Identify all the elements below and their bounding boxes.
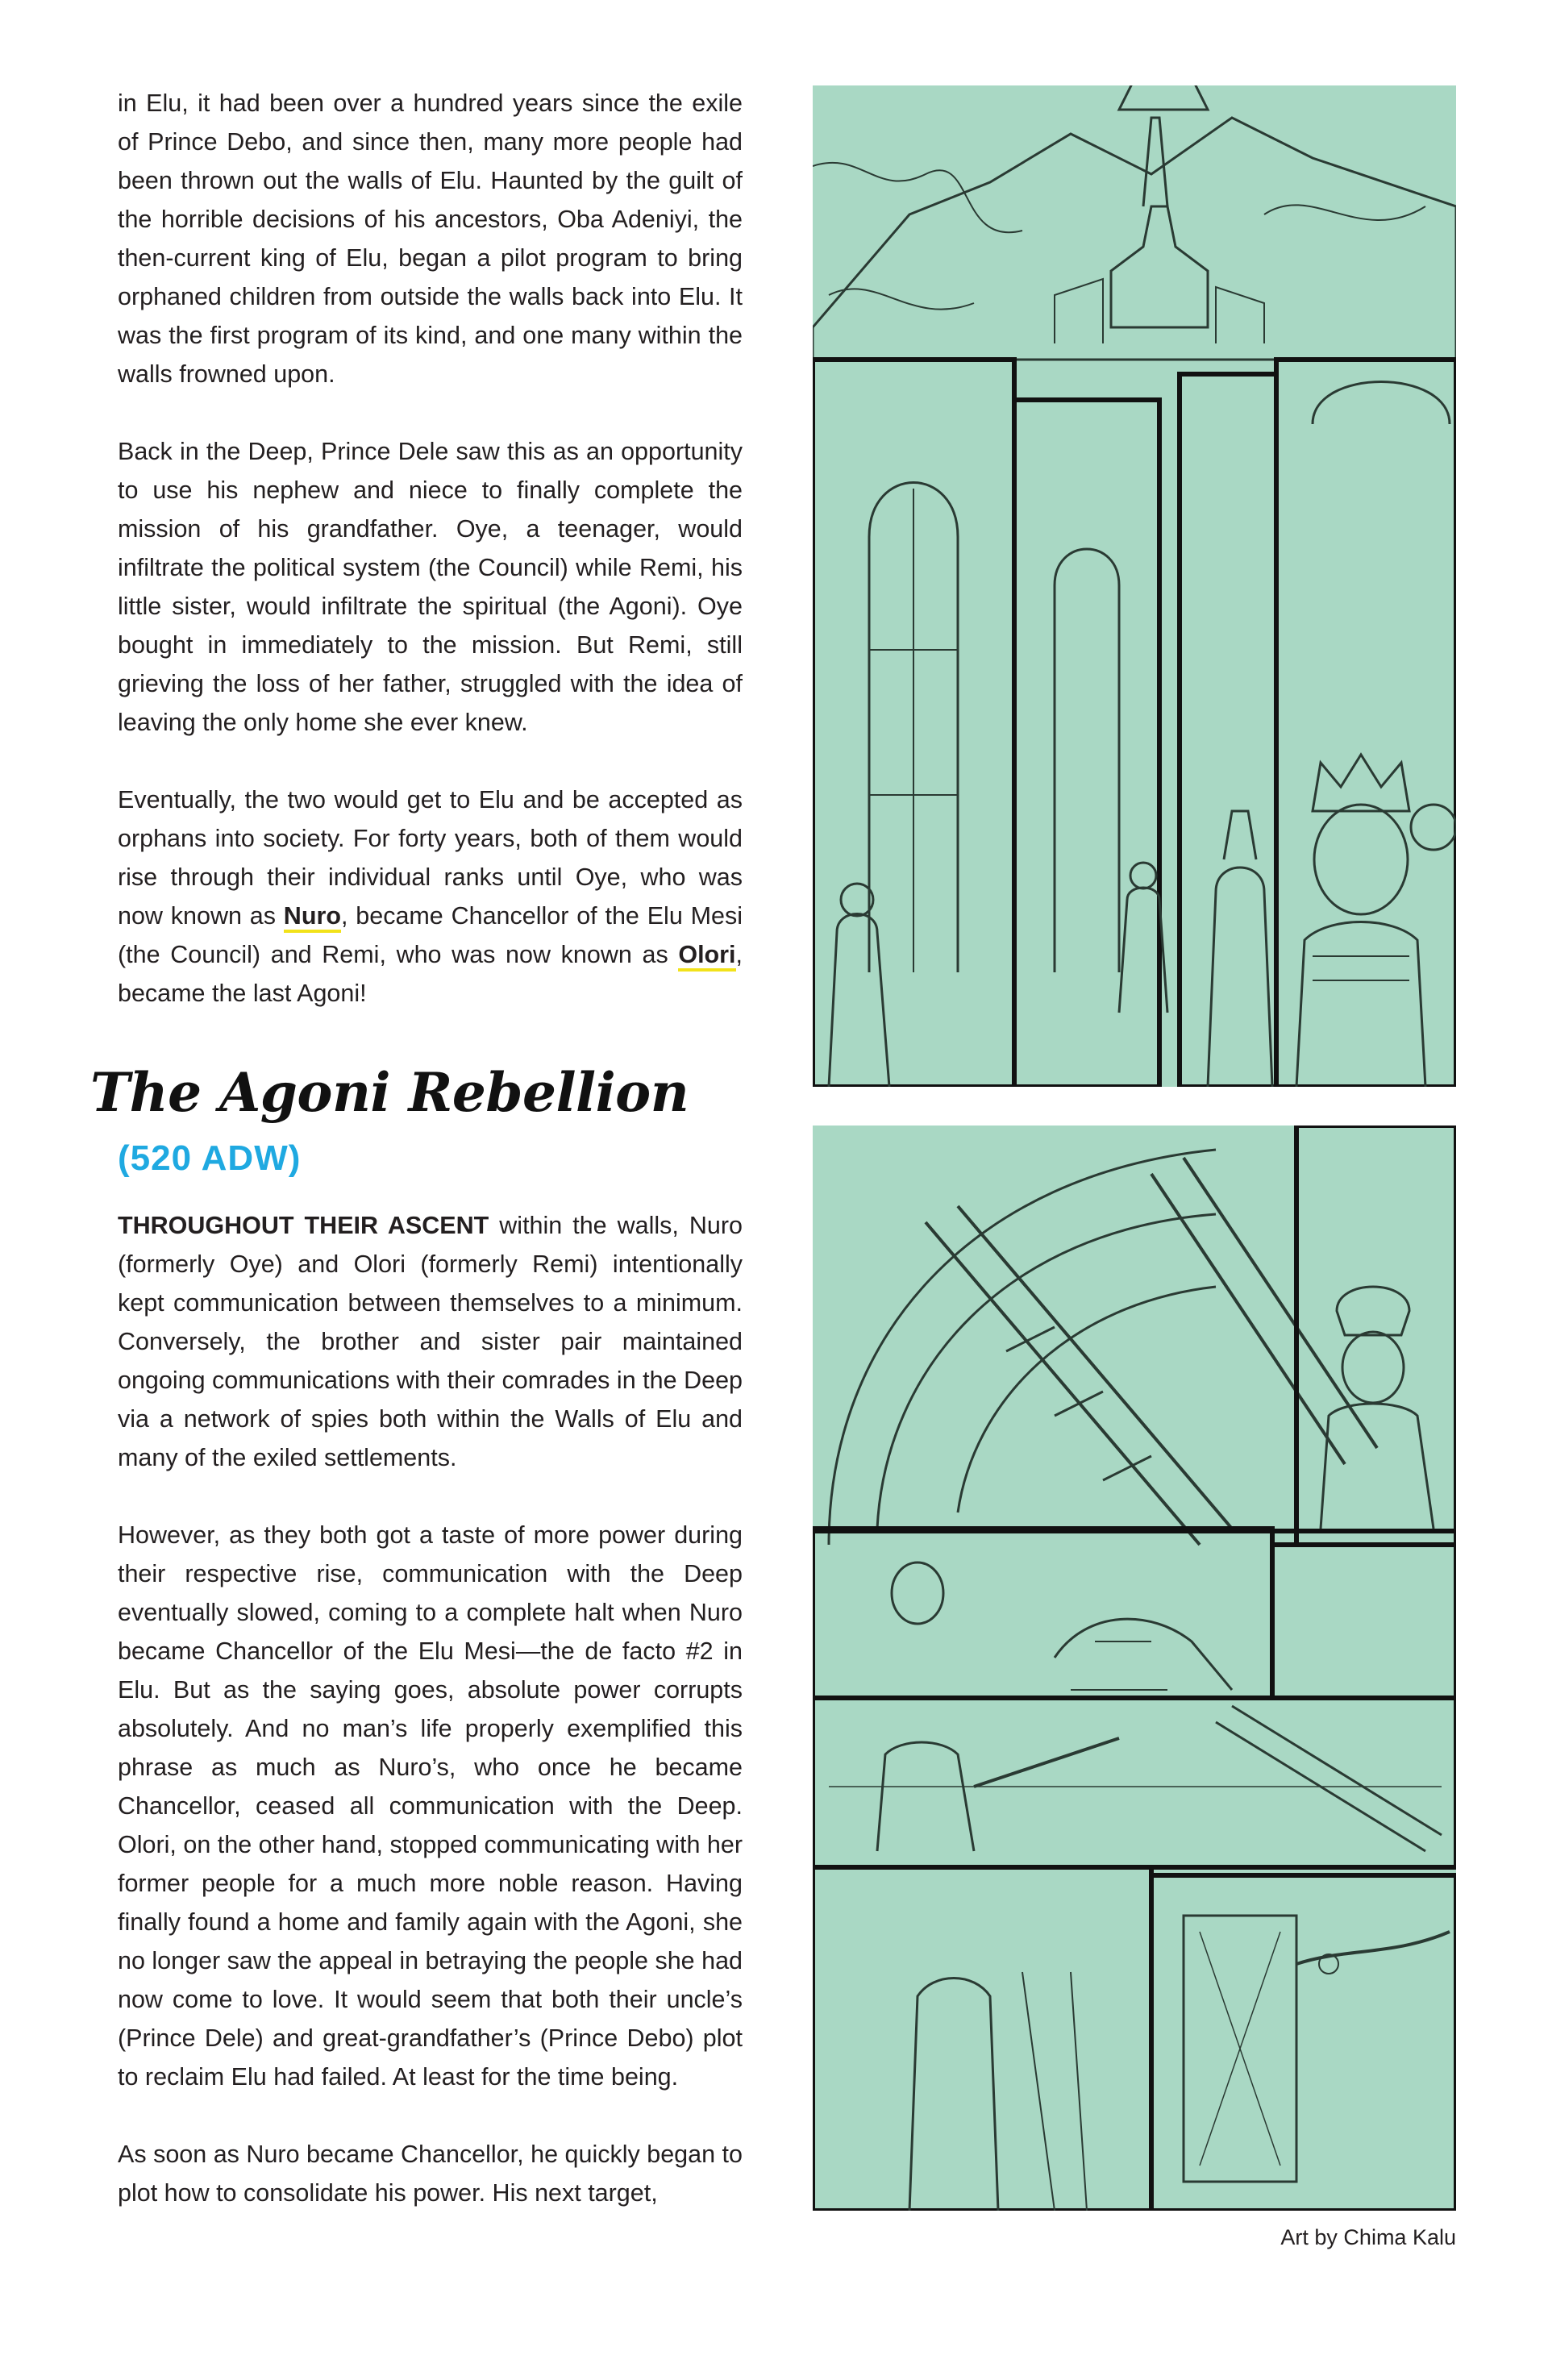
section-subtitle: (520 ADW) bbox=[118, 1138, 302, 1178]
paragraph-1: in Elu, it had been over a hundred years since the exile of Prince Debo, and since then, many more people had been thrown out the walls of Elu. Haunted by the guilt of the horrible decisions of his ancestors, Oba Adeniyi, the then-current king of Elu, began a pilot program to bring orphaned children from outside the walls back into Elu. It was the first program of its kind, and one many within the walls frowned upon. bbox=[118, 89, 743, 388]
comic-art-bottom-drawing bbox=[813, 1126, 1456, 2211]
paragraph-3-text-b: , became Chancellor of the Elu Mesi (the Council) and Remi, who was now known as bbox=[118, 902, 743, 968]
paragraph-3-text-c: , became the last Agoni! bbox=[118, 941, 743, 1007]
body-text-section bbox=[118, 1206, 743, 2251]
lead-in: THROUGHOUT THEIR ASCENT bbox=[118, 1212, 489, 1239]
comic-art-top-drawing bbox=[813, 85, 1456, 1087]
section-paragraph-2: However, as they both got a taste of more power during their respective rise, communication with the Deep eventually slowed, coming to a complete halt when Nuro became Chancellor of the Elu Mesi—the de facto #2 in Elu. But as the saying goes, absolute power corrupts absolutely. And no man’s life properly exemplified this phrase as much as Nuro’s, who once he became Chancellor, ceased all communication with the Deep. Olori, on the other hand, stopped communicating with her former people for a much more noble reason. Having finally found a home and family again with the Agoni, she no longer saw the appeal in betraying the people she had now come to love. It would seem that both their uncle’s (Prince Dele) and great-grandfather’s (Prince Debo) plot to reclaim Elu had failed. At least for the time being. bbox=[118, 1521, 743, 2091]
section-paragraph-3: As soon as Nuro became Chancellor, he quickly began to plot how to consolidate his power. His next target, bbox=[118, 2141, 743, 2207]
section-paragraph-1-text: within the walls, Nuro (formerly Oye) and Olori (formerly Remi) intentionally kept communication between themselves to a minimum. Conversely, the brother and sister pair maintained ongoing communications with their comrades in the Deep via a network of spies both within the Walls of Elu and many of the exiled settlements. bbox=[118, 1212, 743, 1471]
comic-art-top bbox=[813, 85, 1456, 1087]
section-paragraph-1 bbox=[118, 1206, 743, 1477]
section-title: The Agoni Rebellion bbox=[90, 1061, 689, 1124]
paragraph-3 bbox=[118, 780, 743, 1013]
comic-art-bottom bbox=[813, 1126, 1456, 2211]
paragraph-3-text-a: Eventually, the two would get to Elu and be accepted as orphans into society. For forty years, both of them would rise through their individual ranks until Oye, who was now known as bbox=[118, 786, 743, 930]
art-credit: Art by Chima Kalu bbox=[1280, 2225, 1456, 2249]
name-olori: Olori bbox=[678, 941, 735, 972]
paragraph-2: Back in the Deep, Prince Dele saw this as an opportunity to use his nephew and niece to finally complete the mission of his grandfather. Oye, a teenager, would infiltrate the political system (the Council) while Remi, his little sister, would infiltrate the spiritual (the Agoni). Oye bought in immediately to the mission. But Remi, still grieving the loss of her father, struggled with the idea of leaving the only home she ever knew. bbox=[118, 438, 743, 736]
name-nuro: Nuro bbox=[284, 902, 341, 933]
body-text-intro bbox=[118, 84, 743, 1051]
